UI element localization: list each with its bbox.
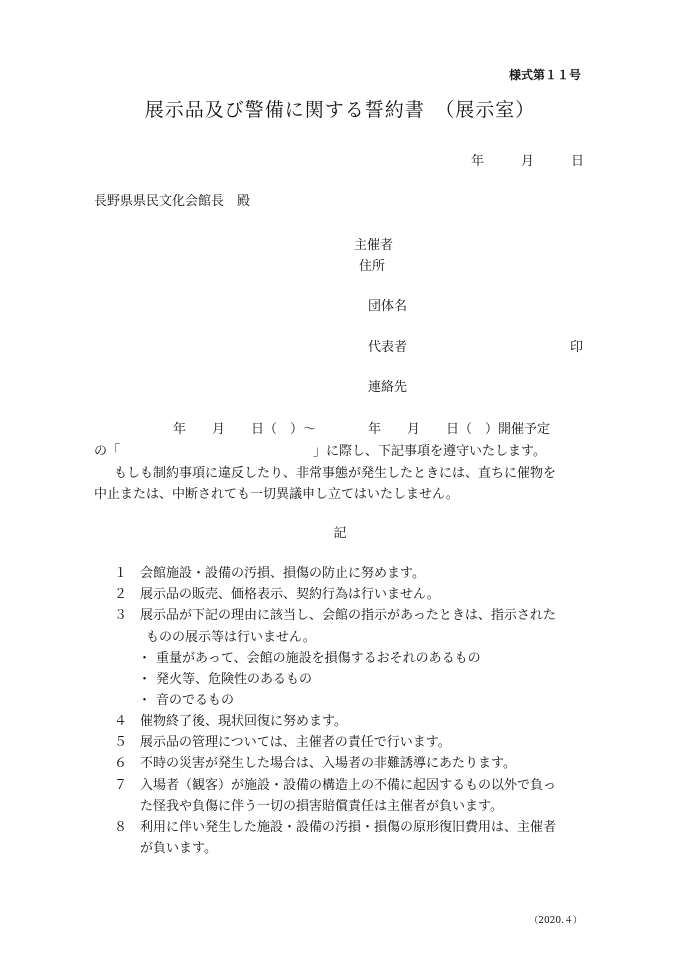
- date-day: 日: [571, 154, 585, 169]
- violation-text-line1: もしも制約事項に違反したり、非常事態が発生したときには、直ちに催物を: [114, 466, 557, 481]
- event-period-line: 年 月 日（ ）～ 年 月 日（ ）開催予定: [173, 422, 551, 437]
- ki-heading: 記: [333, 526, 347, 541]
- item-number: ５: [114, 735, 128, 750]
- item-text: 入場者（観客）が施設・設備の構造上の不備に起因するもの以外で負っ: [140, 778, 557, 793]
- item-text: 展示品の販売、価格表示、契約行為は行いません。: [140, 587, 440, 602]
- addressee: 長野県県民文化会館長 殿: [94, 194, 251, 209]
- group-name-label: 団体名: [368, 299, 408, 314]
- item-number: １: [114, 566, 128, 581]
- item-number: ２: [114, 587, 128, 602]
- item-number: ３: [114, 608, 128, 623]
- form-number: 様式第１１号: [509, 68, 582, 82]
- seal-mark: 印: [570, 340, 584, 355]
- item-text-continued: た怪我や負傷に伴う一切の損害賠償責任は主催者が負います。: [140, 799, 503, 814]
- item-text: 催物終了後、現状回復に努めます。: [140, 714, 347, 729]
- item-number: ７: [114, 778, 128, 793]
- contact-label: 連絡先: [368, 380, 408, 395]
- item-number: ６: [114, 756, 128, 771]
- item-text: 展示品の管理については、主催者の責任で行います。: [140, 735, 451, 750]
- item-text: 利用に伴い発生した施設・設備の汚損・損傷の原形復旧費用は、主催者: [140, 820, 557, 835]
- item-text-continued: が負います。: [140, 841, 217, 856]
- organizer-heading: 主催者: [354, 238, 394, 253]
- item-text-continued: ものの展示等は行いません。: [146, 630, 316, 645]
- bullet-mark: ・: [138, 672, 152, 687]
- date-month: 月: [521, 154, 535, 169]
- bullet-mark: ・: [138, 693, 152, 708]
- bullet-mark: ・: [138, 651, 152, 666]
- representative-label: 代表者: [368, 340, 408, 355]
- event-name-suffix: 」に際し、下記事項を遵守いたします。: [313, 444, 546, 459]
- page-title: 展示品及び警備に関する誓約書 （展示室）: [144, 99, 536, 121]
- item-text: 不時の災害が発生した場合は、入場者の非難誘導にあたります。: [140, 756, 516, 771]
- item-number: ８: [114, 820, 128, 835]
- item-text: 会館施設・設備の汚損、損傷の防止に努めます。: [140, 566, 425, 581]
- violation-text-line2: 中止または、中断されても一切異議申し立てはいたしません。: [94, 487, 459, 502]
- address-label: 住所: [359, 259, 386, 274]
- sub-item-text: 音のでるもの: [156, 693, 235, 708]
- sub-item-text: 発火等、危険性のあるもの: [156, 672, 313, 687]
- date-year: 年: [471, 154, 485, 169]
- item-number: ４: [114, 714, 128, 729]
- sub-item-text: 重量があって、会館の施設を損傷するおそれのあるもの: [156, 651, 481, 666]
- event-name-prefix: の「: [94, 444, 121, 459]
- revision-note: （2020.４）: [529, 916, 582, 926]
- item-text: 展示品が下記の理由に該当し、会館の指示があったときは、指示された: [140, 608, 556, 623]
